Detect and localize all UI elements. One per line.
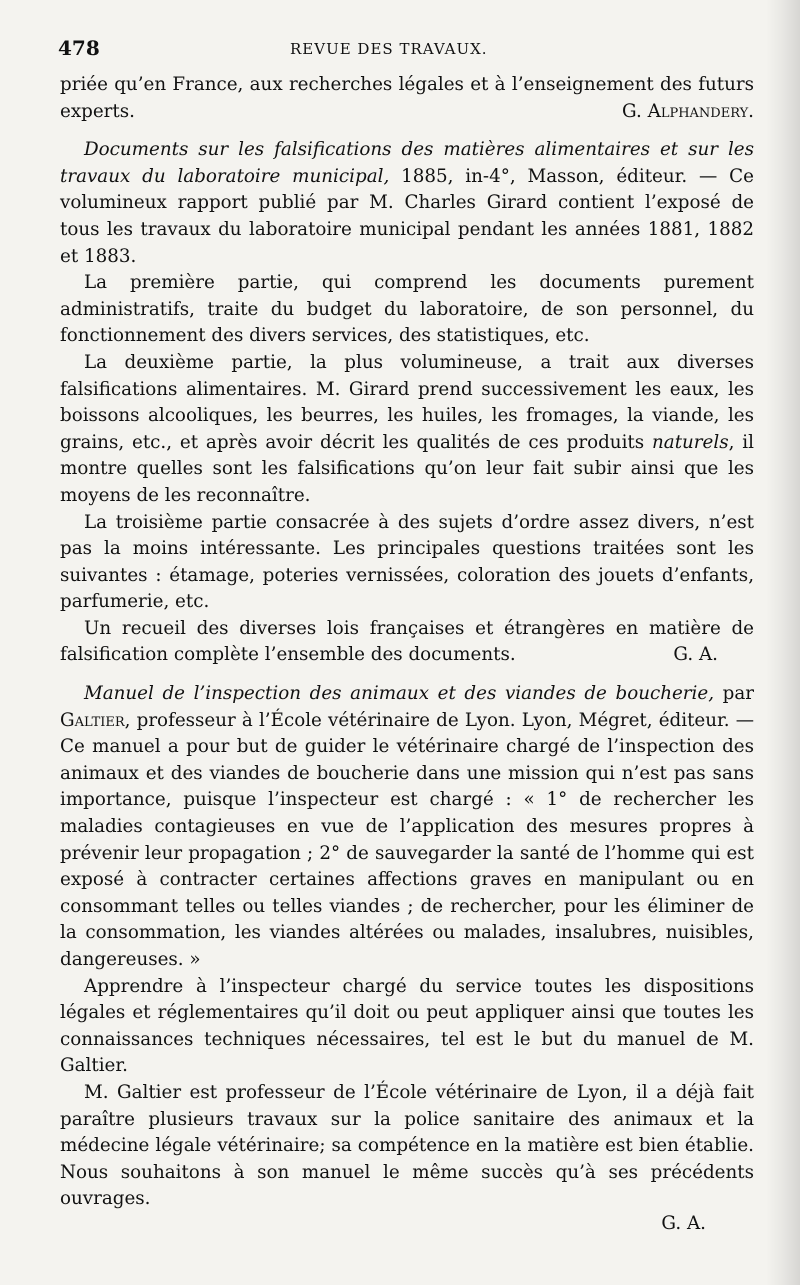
running-head: REVUE DES TRAVAUX. (290, 40, 488, 58)
continuation-text: priée qu’en France, aux recherches légales et à l’enseignement des futurs experts. (60, 74, 754, 122)
section-gap (60, 669, 754, 681)
signature-ga-2: G. A. (661, 1212, 706, 1234)
review1-part2-text-b: , il montre quelles sont les falsifications qu’on leur fait subir ainsi que les moyens de les reconnaître. (60, 431, 754, 506)
page-header (58, 36, 740, 62)
binding-shadow (766, 0, 800, 1285)
review1-part2-text-a: La deuxième partie, la plus volumineuse, a trait aux diverses falsifications alimentaires. M. Girard prend successivement les eaux, les boissons alcooliques, les beurres, les huiles, les fromages, la viande, les grains, etc., et après avoir décrit les qualités de ces produits (60, 351, 754, 453)
signature-alphandery: G. Alphandery. (622, 100, 754, 122)
continuation-paragraph (60, 72, 754, 125)
review2-title: Manuel de l’inspection des animaux et des viandes de boucherie, (84, 683, 715, 705)
review2-intro (60, 681, 754, 974)
review1-part2 (60, 350, 754, 510)
signature-ga-1: G. A. (673, 644, 718, 666)
review1-part3: La troisième partie consacrée à des sujets d’ordre assez divers, n’est pas la moins intéressante. Les principales questions traitées sont les suivantes : étamage, poteries vernissées, coloration des jouets d’enfants, parfumerie, etc. (60, 511, 754, 613)
review1-part2-italic: naturels (652, 431, 729, 453)
review2-author: Galtier (60, 709, 125, 731)
review2-paragraph2: Apprendre à l’inspecteur chargé du service toutes les dispositions légales et réglementaires qu’il doit ou peut appliquer ainsi que toutes les connaissances techniques nécessaires, tel est le but du manuel de M. Galtier. (60, 975, 754, 1077)
review1-part4 (60, 616, 754, 669)
review2-par: par (714, 683, 755, 705)
page-number: 478 (58, 36, 100, 60)
review2-paragraph3: M. Galtier est professeur de l’École vétérinaire de Lyon, il a déjà fait paraître plusieurs travaux sur la police sanitaire des animaux et la médecine légale vétérinaire; sa compétence en la matière est bien établie. Nous souhaitons à son manuel le même succès qu’à ses précédents ouvrages. (60, 1081, 754, 1210)
review1-publication: 1885, in-4°, Masson, éditeur. — Ce volumineux rapport publié par M. Charles Girard contient l’exposé de tous les travaux du laboratoire municipal pendant les années 1881, 1882 et 1883. (60, 165, 754, 267)
review1-part1: La première partie, qui comprend les documents purement administratifs, traite du budget du laboratoire, de son personnel, du fonctionnement des divers services, des statistiques, etc. (60, 272, 754, 347)
page-body (60, 72, 754, 1238)
review2-text: , professeur à l’École vétérinaire de Lyon. Lyon, Mégret, éditeur. — Ce manuel a pour but de guider le vétérinaire chargé de l’inspection des animaux et des viandes de boucherie dans une mission qui n’est pas sans importance, puisque l’inspecteur est chargé : « 1° de rechercher les maladies contagieuses en vue de l’application des mesures propres à prévenir leur propagation ; 2° de sauvegarder la santé de l’homme qui est exposé à contracter certaines affections graves en manipulant ou en consommant telles ou telles viandes ; de rechercher, pour les éliminer de la consommation, les viandes altérées ou malades, insalubres, nuisibles, dangereuses. » (60, 709, 754, 970)
section-gap (60, 125, 754, 137)
review1-intro (60, 137, 754, 270)
review1-part4-text: Un recueil des diverses lois françaises et étrangères en matière de falsification complète l’ensemble des documents. (60, 617, 754, 666)
review1-title: Documents sur les falsifications des matières alimentaires et sur les travaux du laboratoire municipal, (60, 139, 754, 187)
